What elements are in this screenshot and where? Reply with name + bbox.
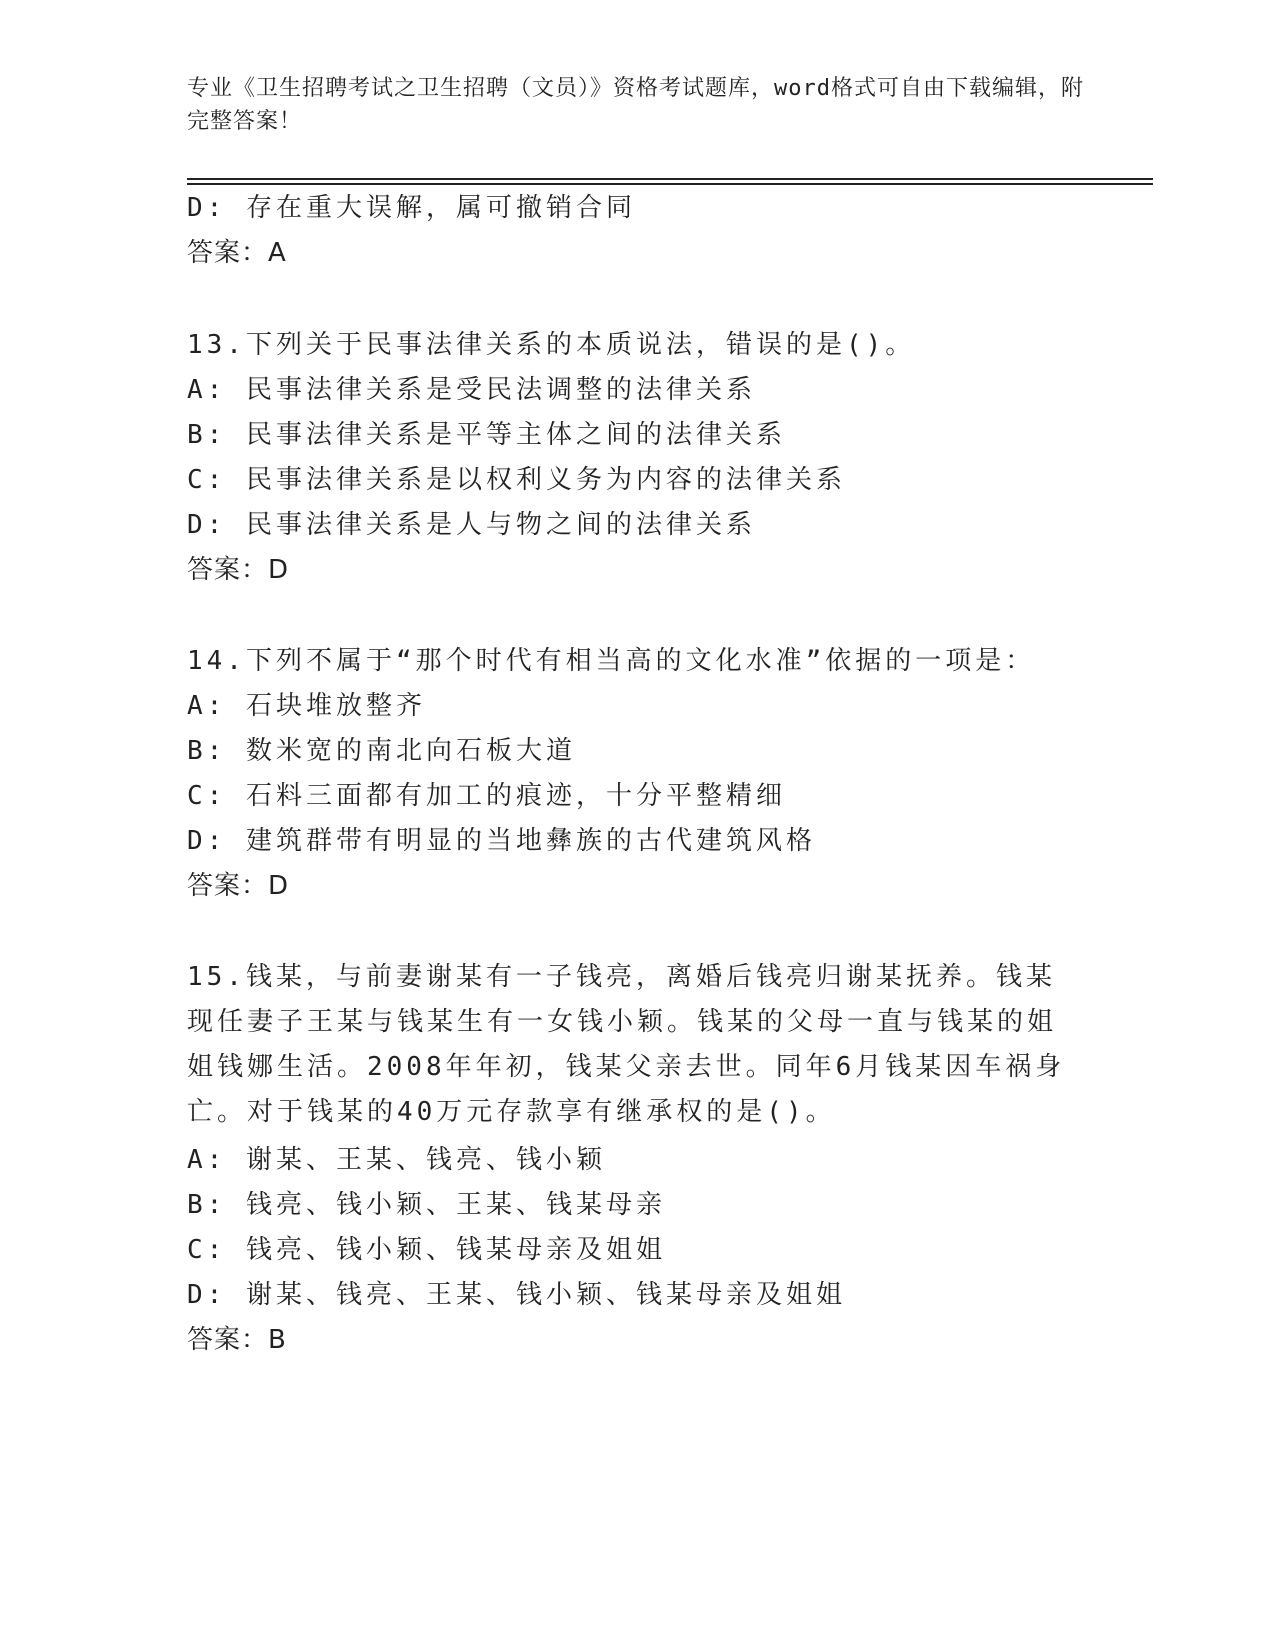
q13-stem: 13.下列关于民事法律关系的本质说法，错误的是()。 <box>187 330 916 360</box>
q12-answer: 答案：A <box>187 238 287 268</box>
q13-option-c: C: 民事法律关系是以权利义务为内容的法律关系 <box>187 465 846 495</box>
q13-answer: 答案：D <box>187 555 290 585</box>
q13-option-d: D: 民事法律关系是人与物之间的法律关系 <box>187 510 756 540</box>
q14-option-c: C: 石料三面都有加工的痕迹，十分平整精细 <box>187 781 786 811</box>
q13-option-b: B: 民事法律关系是平等主体之间的法律关系 <box>187 420 786 450</box>
q13-option-a: A: 民事法律关系是受民法调整的法律关系 <box>187 375 756 405</box>
q14-answer: 答案：D <box>187 871 290 901</box>
q15-stem: 15.钱某，与前妻谢某有一子钱亮，离婚后钱亮归谢某抚养。钱某现任妻子王某与钱某生有一女钱小颖。钱某的父母一直与钱某的姐姐钱娜生活。2008年年初，钱某父亲去世。同年6月钱某因车祸身亡。对于钱某的40万元存款享有继承权的是()。 <box>187 962 1066 1127</box>
q14-option-b: B: 数米宽的南北向石板大道 <box>187 736 576 766</box>
q14-stem: 14.下列不属于“那个时代有相当高的文化水准”依据的一项是： <box>187 646 1036 676</box>
q14-option-a: A: 石块堆放整齐 <box>187 691 426 721</box>
q15-option-c: C: 钱亮、钱小颖、钱某母亲及姐姐 <box>187 1235 666 1265</box>
q15-answer: 答案：B <box>187 1325 287 1355</box>
q14-option-d: D: 建筑群带有明显的当地彝族的古代建筑风格 <box>187 826 816 856</box>
q15-option-b: B: 钱亮、钱小颖、王某、钱某母亲 <box>187 1190 666 1220</box>
q15-option-d: D: 谢某、钱亮、王某、钱小颖、钱某母亲及姐姐 <box>187 1280 846 1310</box>
header-divider-bottom <box>187 183 1153 185</box>
document-header: 专业《卫生招聘考试之卫生招聘（文员）》资格考试题库，word格式可自由下载编辑，附完整答案！ <box>187 76 1084 134</box>
header-divider-top <box>187 178 1153 180</box>
q12-option-d: D: 存在重大误解，属可撤销合同 <box>187 193 636 223</box>
q15-option-a: A: 谢某、王某、钱亮、钱小颖 <box>187 1145 606 1175</box>
